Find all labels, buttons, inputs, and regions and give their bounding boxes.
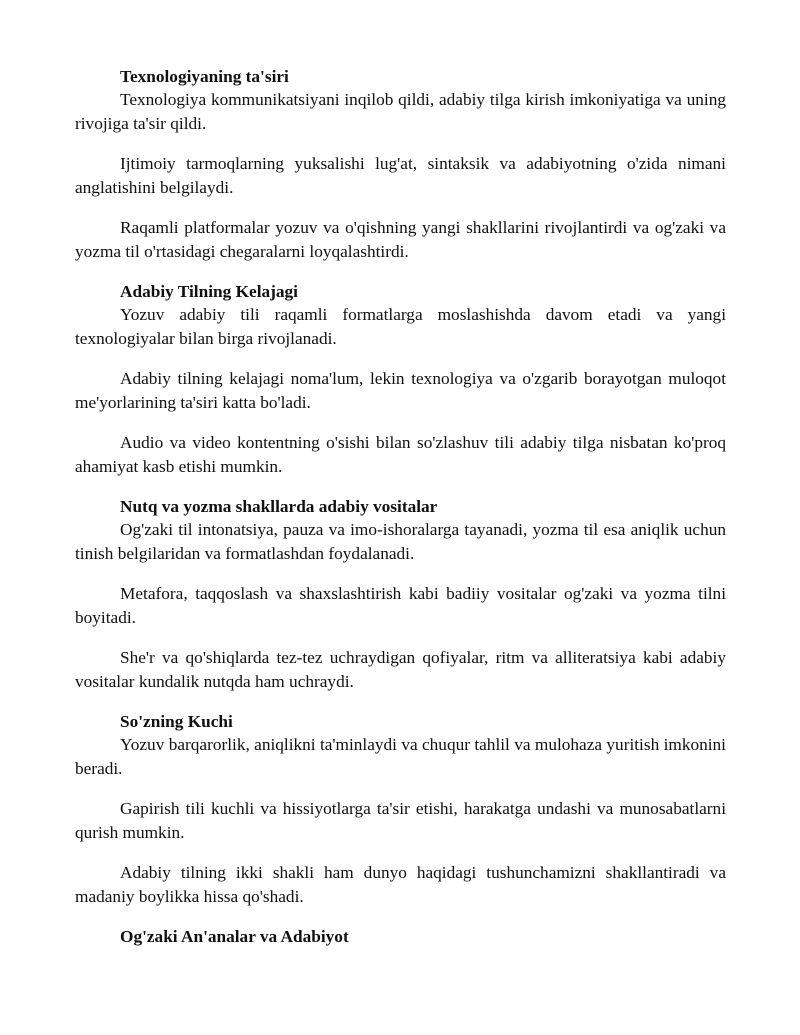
paragraph: Adabiy tilning kelajagi noma'lum, lekin texnologiya va o'zgarib borayotgan muloqot me'yorlarining ta'siri katta bo'ladi. [75, 369, 726, 412]
document-page [75, 66, 726, 948]
section-technology-impact [75, 66, 726, 263]
section-heading: Adabiy Tilning Kelajagi [120, 282, 298, 301]
section-oral-traditions [75, 926, 726, 948]
paragraph: Texnologiya kommunikatsiyani inqilob qildi, adabiy tilga kirish imkoniyatiga va uning rivojiga ta'sir qildi. [75, 90, 726, 133]
paragraph: Og'zaki til intonatsiya, pauza va imo-ishoralarga tayanadi, yozma til esa aniqlik uchun tinish belgilaridan va formatlashdan foydalanadi. [75, 520, 726, 563]
paragraph: She'r va qo'shiqlarda tez-tez uchraydigan qofiyalar, ritm va alliteratsiya kabi adabiy vositalar kundalik nutqda ham uchraydi. [75, 648, 726, 691]
paragraph: Gapirish tili kuchli va hissiyotlarga ta'sir etishi, harakatga undashi va munosabatlarni qurish mumkin. [75, 799, 726, 842]
paragraph: Adabiy tilning ikki shakli ham dunyo haqidagi tushunchamizni shakllantiradi va madaniy boylikka hissa qo'shadi. [75, 863, 726, 906]
paragraph: Ijtimoiy tarmoqlarning yuksalishi lug'at, sintaksik va adabiyotning o'zida nimani anglatishini belgilaydi. [75, 154, 726, 197]
section-heading: Nutq va yozma shakllarda adabiy vositalar [120, 497, 438, 516]
section-power-of-words [75, 711, 726, 908]
paragraph: Yozuv adabiy tili raqamli formatlarga moslashishda davom etadi va yangi texnologiyalar bilan birga rivojlanadi. [75, 305, 726, 348]
section-heading: Og'zaki An'analar va Adabiyot [120, 927, 349, 946]
paragraph: Metafora, taqqoslash va shaxslashtirish kabi badiiy vositalar og'zaki va yozma tilni boyitadi. [75, 584, 726, 627]
section-literary-devices [75, 496, 726, 693]
section-heading: So'zning Kuchi [120, 712, 233, 731]
section-heading: Texnologiyaning ta'siri [120, 67, 289, 86]
paragraph: Raqamli platformalar yozuv va o'qishning yangi shakllarini rivojlantirdi va og'zaki va yozma til o'rtasidagi chegaralarni loyqalashtirdi. [75, 218, 726, 261]
section-future-of-literary-language [75, 281, 726, 478]
paragraph: Yozuv barqarorlik, aniqlikni ta'minlaydi va chuqur tahlil va mulohaza yuritish imkonini beradi. [75, 735, 726, 778]
paragraph: Audio va video kontentning o'sishi bilan so'zlashuv tili adabiy tilga nisbatan ko'proq ahamiyat kasb etishi mumkin. [75, 433, 726, 476]
